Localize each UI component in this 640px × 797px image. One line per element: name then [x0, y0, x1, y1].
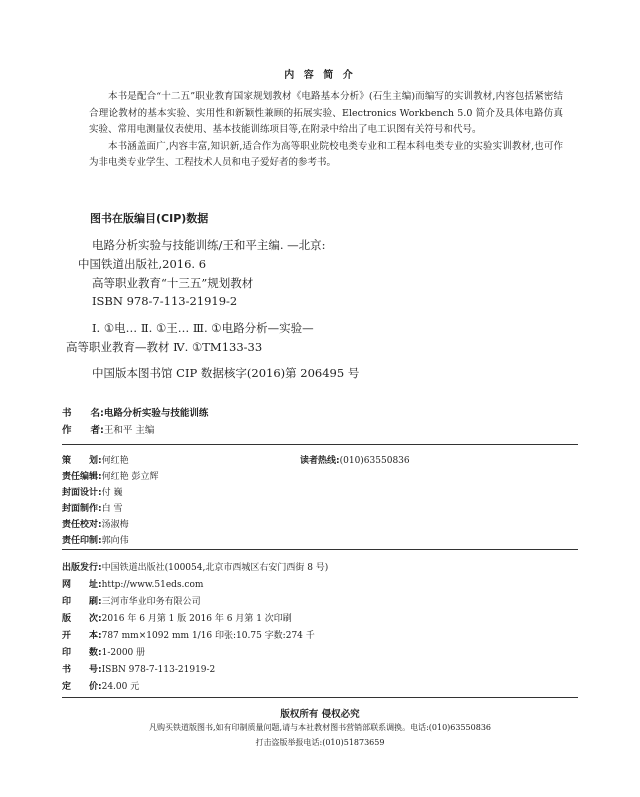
- editor-label: 封面设计:: [62, 488, 102, 498]
- publishing-label: 书 号:: [62, 665, 102, 675]
- editor-row: [62, 469, 158, 482]
- book-name-value: 电路分析实验与技能训练: [103, 408, 209, 419]
- editor-label: 策 划:: [62, 456, 102, 466]
- cip-heading: 图书在版编目(CIP)数据: [90, 212, 209, 225]
- cip-line-classification-cont: 高等职业教育—教材 Ⅳ. ①TM133-33: [66, 340, 263, 354]
- summary-body: [89, 89, 563, 172]
- book-author-row: [62, 422, 154, 436]
- editor-row: [62, 485, 122, 498]
- publishing-row: [62, 560, 328, 573]
- editor-value: 何红艳: [101, 456, 129, 466]
- publishing-row: [62, 611, 292, 624]
- publishing-row: [62, 662, 215, 675]
- book-author-label: 作 者:: [62, 425, 104, 436]
- cip-line-record-number: 中国版本图书馆 CIP 数据核字(2016)第 206495 号: [92, 366, 360, 380]
- divider-copyright-top: [62, 697, 578, 698]
- reader-hotline-label: 读者热线:: [300, 456, 340, 466]
- reader-hotline: [300, 453, 410, 466]
- editor-value: 汤淑梅: [101, 520, 129, 530]
- cip-line-series: 高等职业教育“十三五”规划教材: [92, 276, 254, 290]
- book-author-value: 王和平 主编: [103, 425, 155, 436]
- publishing-value: 中国铁道出版社(100054,北京市西城区右安门西街 8 号): [101, 563, 329, 573]
- cip-line-title: 电路分析实验与技能训练/王和平主编. —北京:: [92, 238, 326, 252]
- publishing-row: [62, 594, 201, 607]
- publishing-value: 三河市华业印务有限公司: [101, 597, 201, 607]
- publishing-value: 2016 年 6 月第 1 版 2016 年 6 月第 1 次印刷: [101, 614, 292, 624]
- editor-value: 何红艳 彭立辉: [101, 472, 159, 482]
- editor-label: 责任校对:: [62, 520, 102, 530]
- reader-hotline-value: (010)63550836: [339, 456, 410, 466]
- publishing-value: 24.00 元: [101, 682, 140, 692]
- editor-label: 封面制作:: [62, 504, 102, 514]
- editor-value: 白 雪: [101, 504, 123, 514]
- cip-line-isbn: ISBN 978-7-113-21919-2: [92, 294, 238, 308]
- publishing-label: 开 本:: [62, 631, 102, 641]
- book-name-label: 书 名:: [62, 408, 104, 419]
- summary-title: 内 容 简 介: [284, 70, 356, 81]
- publishing-label: 版 次:: [62, 614, 102, 624]
- publishing-website[interactable]: http://www.51eds.com: [101, 580, 204, 590]
- editor-row: [62, 517, 129, 530]
- divider-publishing-top: [62, 549, 578, 550]
- publishing-label: 出版发行:: [62, 563, 102, 573]
- publishing-value: 787 mm×1092 mm 1/16 印张:10.75 字数:274 千: [101, 631, 315, 641]
- publishing-label: 印 刷:: [62, 597, 102, 607]
- editor-label: 责任编辑:: [62, 472, 102, 482]
- editor-value: 付 巍: [101, 488, 123, 498]
- editor-row: [62, 533, 129, 546]
- publishing-label: 定 价:: [62, 682, 102, 692]
- cip-line-classification: Ⅰ. ①电… Ⅱ. ①王… Ⅲ. ①电路分析—实验—: [92, 321, 314, 335]
- editor-value: 郭向伟: [101, 536, 129, 546]
- cip-line-publisher: 中国铁道出版社,2016. 6: [78, 257, 207, 271]
- publishing-label: 网 址:: [62, 580, 102, 590]
- editor-label: 责任印制:: [62, 536, 102, 546]
- summary-paragraph-2: 本书涵盖面广,内容丰富,知识新,适合作为高等职业院校电类专业和工程本科电类专业的实验实训教材,也可作为非电类专业学生、工程技术人员和电子爱好者的参考书。: [89, 140, 563, 168]
- book-name-row: [62, 405, 208, 419]
- editor-row: [62, 501, 122, 514]
- publishing-row: [62, 628, 315, 641]
- summary-paragraph-1: 本书是配合“十二五”职业教育国家规划教材《电路基本分析》(石生主编)而编写的实训教材,内容包括紧密结合理论教材的基本实验、实用性和新颖性兼顾的拓展实验、Electronics Workbench 5.0 简介及具体电路仿真实验、常用电测量仪表使用、基本技能训练项目等,在附录中给出了电工识图有关符号和代号。: [89, 91, 563, 135]
- copyright-notice: 凡购买铁道版图书,如有印制质量问题,请与本社教材图书营销部联系调换。电话:(010)63550836: [148, 723, 491, 732]
- publishing-value: 1-2000 册: [101, 648, 146, 658]
- copyright-title: 版权所有 侵权必究: [280, 709, 360, 720]
- publishing-row: [62, 577, 203, 590]
- publishing-label: 印 数:: [62, 648, 102, 658]
- publishing-row: [62, 679, 139, 692]
- divider-editors-top: [62, 444, 578, 445]
- editor-row: [62, 453, 129, 466]
- publishing-row: [62, 645, 145, 658]
- publishing-value: ISBN 978-7-113-21919-2: [101, 665, 216, 675]
- piracy-hotline: 打击盗版举报电话:(010)51873659: [255, 738, 385, 747]
